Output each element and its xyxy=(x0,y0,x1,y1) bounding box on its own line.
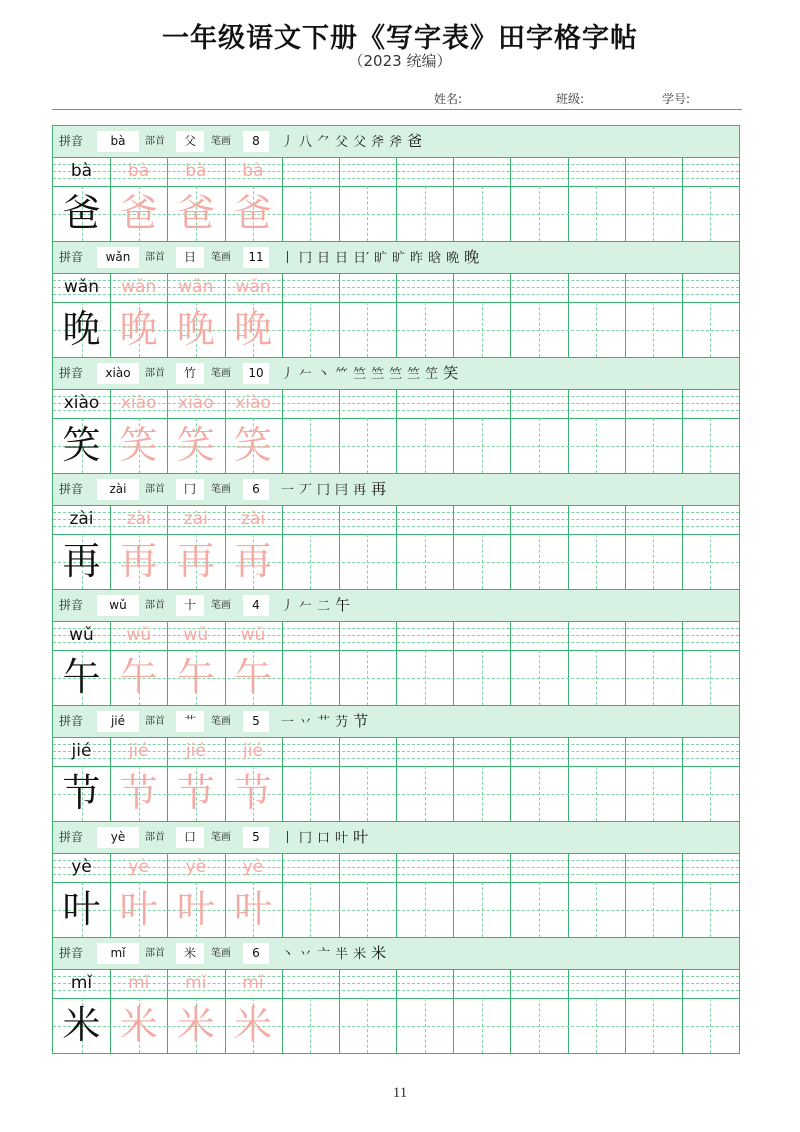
stroke-step: 竺 xyxy=(371,367,385,382)
trace-character: 节 xyxy=(119,771,158,815)
model-pinyin: bà xyxy=(70,161,93,181)
model-character: 晚 xyxy=(62,307,101,351)
stroke-step: 芀 xyxy=(335,715,349,730)
model-character: 再 xyxy=(62,539,101,583)
model-pinyin: zài xyxy=(69,509,94,529)
model-pinyin: yè xyxy=(71,857,92,877)
pinyin-label: 拼音 xyxy=(59,134,84,148)
grid-column-line xyxy=(453,157,454,241)
char-block xyxy=(53,242,739,358)
model-character: 叶 xyxy=(62,887,101,931)
char-block xyxy=(53,474,739,590)
grid-column-line xyxy=(682,621,683,705)
grid-column-line xyxy=(396,621,397,705)
strokes-label: 笔画 xyxy=(211,484,231,495)
grid-column-line xyxy=(339,737,340,821)
stroke-step: 二 xyxy=(317,599,331,614)
char-block xyxy=(53,126,739,242)
grid-column-line xyxy=(568,621,569,705)
student-id-label: 学号: xyxy=(662,92,691,106)
grid-column-line xyxy=(682,505,683,589)
pinyin-value: yè xyxy=(97,827,139,848)
grid-column-line xyxy=(682,273,683,357)
grid-column-line xyxy=(339,273,340,357)
stroke-step: 叶 xyxy=(335,831,349,846)
grid-column-line xyxy=(510,737,511,821)
trace-character: 爸 xyxy=(176,191,215,235)
stroke-count-value: 6 xyxy=(243,943,269,964)
grid-column-line xyxy=(568,853,569,937)
model-character: 笑 xyxy=(62,423,101,467)
trace-pinyin: xiào xyxy=(120,393,157,413)
trace-character: 晚 xyxy=(119,307,158,351)
info-row xyxy=(53,706,739,738)
trace-character: 米 xyxy=(176,1003,215,1047)
stroke-step: 丶 xyxy=(281,947,295,962)
pinyin-value: zài xyxy=(97,479,139,500)
trace-pinyin: mǐ xyxy=(185,973,207,993)
stroke-step: 𠂉 xyxy=(299,599,313,614)
trace-character: 笑 xyxy=(176,423,215,467)
grid-column-line xyxy=(625,505,626,589)
stroke-step: 艹 xyxy=(317,715,331,730)
pinyin-value: xiào xyxy=(97,363,139,384)
name-label: 姓名: xyxy=(434,92,463,106)
grid-column-line xyxy=(339,389,340,473)
stroke-count-value: 5 xyxy=(243,827,269,848)
grid-column-line xyxy=(339,853,340,937)
grid-column-line xyxy=(568,737,569,821)
model-character: 爸 xyxy=(62,191,101,235)
grid-column-line xyxy=(339,969,340,1053)
pinyin-label: 拼音 xyxy=(59,250,84,264)
stroke-step: 八 xyxy=(299,135,313,150)
strokes-label: 笔画 xyxy=(211,368,231,379)
trace-character: 叶 xyxy=(176,887,215,931)
grid-column-line xyxy=(396,389,397,473)
radical-label: 部首 xyxy=(145,484,165,495)
trace-pinyin: bà xyxy=(185,161,207,181)
stroke-step: 再 xyxy=(371,480,387,498)
grid-column-line xyxy=(282,969,283,1053)
trace-pinyin: zài xyxy=(183,509,208,529)
grid-column-line xyxy=(396,157,397,241)
trace-character: 晚 xyxy=(233,307,272,351)
stroke-order xyxy=(281,590,355,621)
grid-column-line xyxy=(568,969,569,1053)
stroke-step: 丨 xyxy=(281,251,295,266)
grid-column-line xyxy=(339,505,340,589)
trace-pinyin: yè xyxy=(128,857,149,877)
strokes-label: 笔画 xyxy=(211,832,231,843)
stroke-step: 冃 xyxy=(335,483,349,498)
grid-column-line xyxy=(682,737,683,821)
trace-character: 笑 xyxy=(119,423,158,467)
grid-column-line xyxy=(396,273,397,357)
radical-label: 部首 xyxy=(145,948,165,959)
strokes-label: 笔画 xyxy=(211,716,231,727)
pinyin-value: wǔ xyxy=(97,595,139,616)
grid-column-line xyxy=(339,621,340,705)
stroke-order xyxy=(281,706,373,737)
stroke-step: 斧 xyxy=(371,135,385,150)
strokes-label: 笔画 xyxy=(211,948,231,959)
grid-column-line xyxy=(625,737,626,821)
grid-column-line xyxy=(453,737,454,821)
info-row xyxy=(53,358,739,390)
trace-pinyin: zài xyxy=(126,509,151,529)
trace-character: 笑 xyxy=(233,423,272,467)
pinyin-label: 拼音 xyxy=(59,946,84,960)
grid-column-line xyxy=(682,969,683,1053)
info-row xyxy=(53,822,739,854)
stroke-step: 日 xyxy=(317,251,331,266)
trace-character: 爸 xyxy=(119,191,158,235)
grid-column-line xyxy=(625,389,626,473)
stroke-order xyxy=(281,474,391,505)
radical-value: 父 xyxy=(176,131,204,152)
radical-value: 日 xyxy=(176,247,204,268)
stroke-step: 丶 xyxy=(317,367,331,382)
trace-character: 午 xyxy=(119,655,158,699)
pinyin-label: 拼音 xyxy=(59,366,84,380)
pinyin-label: 拼音 xyxy=(59,830,84,844)
stroke-order xyxy=(281,822,373,853)
stroke-step: 叶 xyxy=(353,828,369,846)
trace-character: 米 xyxy=(119,1003,158,1047)
grid-column-line xyxy=(682,157,683,241)
trace-pinyin: wǔ xyxy=(126,625,151,645)
trace-pinyin: wǎn xyxy=(121,277,157,297)
stroke-step: 竺 xyxy=(389,367,403,382)
stroke-count-value: 4 xyxy=(243,595,269,616)
stroke-order xyxy=(281,938,391,969)
grid-column-line xyxy=(282,853,283,937)
grid-column-line xyxy=(510,157,511,241)
trace-pinyin: bà xyxy=(128,161,150,181)
char-block xyxy=(53,822,739,938)
stroke-step: 冂 xyxy=(317,483,331,498)
info-row xyxy=(53,938,739,970)
grid-column-line xyxy=(396,969,397,1053)
grid-column-line xyxy=(282,389,283,473)
model-character: 米 xyxy=(62,1003,101,1047)
stroke-step: 旷 xyxy=(392,251,406,266)
stroke-step: 晚 xyxy=(464,248,480,266)
stroke-count-value: 8 xyxy=(243,131,269,152)
grid-column-line xyxy=(282,737,283,821)
grid-column-line xyxy=(396,505,397,589)
grid-column-line xyxy=(282,505,283,589)
grid-column-line xyxy=(568,273,569,357)
trace-character: 米 xyxy=(233,1003,272,1047)
stroke-step: 竺 xyxy=(353,367,367,382)
stroke-step: 米 xyxy=(353,947,367,962)
trace-character: 节 xyxy=(233,771,272,815)
trace-pinyin: xiào xyxy=(235,393,271,413)
trace-character: 再 xyxy=(119,539,158,583)
grid-column-line xyxy=(625,273,626,357)
trace-character: 叶 xyxy=(233,887,272,931)
radical-label: 部首 xyxy=(145,600,165,611)
stroke-count-value: 5 xyxy=(243,711,269,732)
grid-column-line xyxy=(282,273,283,357)
grid-column-line xyxy=(453,273,454,357)
pinyin-value: mǐ xyxy=(97,943,139,964)
trace-character: 爸 xyxy=(233,191,272,235)
stroke-step: 亠 xyxy=(317,947,331,962)
stroke-step: 丨 xyxy=(281,831,295,846)
char-block xyxy=(53,358,739,474)
page-number: 11 xyxy=(392,1085,408,1101)
trace-pinyin: wǎn xyxy=(178,277,214,297)
trace-pinyin: yè xyxy=(185,857,207,877)
pinyin-label: 拼音 xyxy=(59,598,84,612)
trace-pinyin: jié xyxy=(243,741,263,761)
info-row xyxy=(53,590,739,622)
grid-column-line xyxy=(510,505,511,589)
info-row xyxy=(53,242,739,274)
stroke-step: 日′ xyxy=(353,251,370,266)
radical-value: 十 xyxy=(176,595,204,616)
grid-column-line xyxy=(568,389,569,473)
trace-pinyin: jié xyxy=(185,741,206,761)
stroke-step: 口 xyxy=(317,831,331,846)
grid-column-line xyxy=(453,969,454,1053)
stroke-step: 午 xyxy=(335,596,351,614)
grid-column-line xyxy=(568,157,569,241)
model-pinyin: jié xyxy=(71,741,92,761)
trace-character: 午 xyxy=(176,655,215,699)
pinyin-value: jié xyxy=(97,711,139,732)
stroke-count-value: 6 xyxy=(243,479,269,500)
stroke-order xyxy=(281,358,463,389)
grid-column-line xyxy=(510,389,511,473)
trace-pinyin: wǎn xyxy=(235,277,271,297)
grid-column-line xyxy=(453,621,454,705)
page-subtitle: （2023 统编） xyxy=(348,52,452,70)
stroke-step: 笑 xyxy=(443,364,459,382)
model-pinyin: mǐ xyxy=(70,973,93,993)
info-row xyxy=(53,474,739,506)
grid-column-line xyxy=(625,853,626,937)
grid-column-line xyxy=(396,853,397,937)
radical-value: 竹 xyxy=(176,363,204,384)
radical-value: 米 xyxy=(176,943,204,964)
stroke-step: 一 xyxy=(281,483,295,498)
practice-sheet xyxy=(52,125,740,1054)
grid-column-line xyxy=(682,389,683,473)
stroke-step: 昨 xyxy=(410,251,424,266)
stroke-step: 再 xyxy=(353,483,367,498)
grid-column-line xyxy=(339,157,340,241)
trace-pinyin: mǐ xyxy=(242,973,264,993)
trace-character: 晚 xyxy=(176,307,215,351)
stroke-step: 丷 xyxy=(299,947,313,962)
stroke-step: 丆 xyxy=(299,483,313,498)
grid-column-line xyxy=(453,853,454,937)
stroke-step: ⽗ xyxy=(353,135,367,150)
stroke-step: 竺 xyxy=(407,367,421,382)
stroke-step: 日 xyxy=(335,251,349,266)
trace-pinyin: xiào xyxy=(178,393,214,413)
grid-column-line xyxy=(282,157,283,241)
trace-character: 再 xyxy=(233,539,272,583)
grid-column-line xyxy=(625,621,626,705)
grid-column-line xyxy=(625,157,626,241)
trace-character: 叶 xyxy=(119,887,158,931)
stroke-step: 丷 xyxy=(299,715,313,730)
model-character: 节 xyxy=(62,771,101,815)
grid-column-line xyxy=(453,389,454,473)
stroke-step: 晩 xyxy=(446,251,460,266)
stroke-step: 米 xyxy=(371,944,387,962)
pinyin-value: wǎn xyxy=(97,247,139,268)
model-pinyin: xiào xyxy=(63,393,100,413)
pinyin-value: bà xyxy=(97,131,139,152)
model-pinyin: wǎn xyxy=(63,277,100,297)
stroke-step: 一 xyxy=(281,715,295,730)
stroke-step: 父 xyxy=(335,135,349,150)
pinyin-label: 拼音 xyxy=(59,714,84,728)
trace-pinyin: bà xyxy=(242,161,264,181)
stroke-step: 笁 xyxy=(425,367,439,382)
trace-pinyin: jié xyxy=(128,741,149,761)
radical-label: 部首 xyxy=(145,716,165,727)
trace-pinyin: mǐ xyxy=(128,973,150,993)
trace-character: 午 xyxy=(233,655,272,699)
stroke-count-value: 11 xyxy=(243,247,269,268)
strokes-label: 笔画 xyxy=(211,252,231,263)
stroke-step: 丿 xyxy=(281,135,295,150)
stroke-step: 爸 xyxy=(407,132,423,150)
stroke-step: 冂 xyxy=(299,251,313,266)
grid-column-line xyxy=(396,737,397,821)
grid-column-line xyxy=(510,969,511,1053)
trace-pinyin: yè xyxy=(242,857,264,877)
radical-value: 冂 xyxy=(176,479,204,500)
trace-pinyin: zài xyxy=(240,509,266,529)
stroke-step: 丿 xyxy=(281,599,295,614)
stroke-step: 晗 xyxy=(428,251,442,266)
radical-label: 部首 xyxy=(145,368,165,379)
stroke-step: ⺈ xyxy=(317,135,331,150)
stroke-step: 半 xyxy=(335,947,349,962)
radical-label: 部首 xyxy=(145,136,165,147)
pinyin-label: 拼音 xyxy=(59,482,84,496)
stroke-step: ⺮ xyxy=(335,367,349,382)
char-block xyxy=(53,938,739,1054)
trace-character: 再 xyxy=(176,539,215,583)
stroke-step: 冂 xyxy=(299,831,313,846)
stroke-step: 节 xyxy=(353,712,369,730)
page-title: 一年级语文下册《写字表》田字格字帖 xyxy=(162,23,638,54)
grid-column-line xyxy=(453,505,454,589)
stroke-step: 丿 xyxy=(281,367,295,382)
strokes-label: 笔画 xyxy=(211,600,231,611)
grid-column-line xyxy=(625,969,626,1053)
trace-pinyin: wǔ xyxy=(183,625,209,645)
stroke-step: 旷 xyxy=(374,251,388,266)
trace-character: 节 xyxy=(176,771,215,815)
grid-column-line xyxy=(510,273,511,357)
grid-column-line xyxy=(510,853,511,937)
grid-column-line xyxy=(568,505,569,589)
header-rule xyxy=(52,109,742,110)
stroke-order xyxy=(281,126,427,157)
char-block xyxy=(53,706,739,822)
radical-value: 口 xyxy=(176,827,204,848)
stroke-count-value: 10 xyxy=(243,363,269,384)
class-label: 班级: xyxy=(556,92,585,106)
stroke-step: 𠂉 xyxy=(299,367,313,382)
strokes-label: 笔画 xyxy=(211,136,231,147)
char-block xyxy=(53,590,739,706)
model-character: 午 xyxy=(62,655,101,699)
grid-column-line xyxy=(282,621,283,705)
radical-label: 部首 xyxy=(145,252,165,263)
trace-pinyin: wǔ xyxy=(240,625,266,645)
grid-column-line xyxy=(682,853,683,937)
grid-column-line xyxy=(510,621,511,705)
radical-label: 部首 xyxy=(145,832,165,843)
stroke-step: 斧 xyxy=(389,135,403,150)
radical-value: 艹 xyxy=(176,711,204,732)
model-pinyin: wǔ xyxy=(69,625,94,645)
stroke-order xyxy=(281,242,484,273)
info-row xyxy=(53,126,739,158)
